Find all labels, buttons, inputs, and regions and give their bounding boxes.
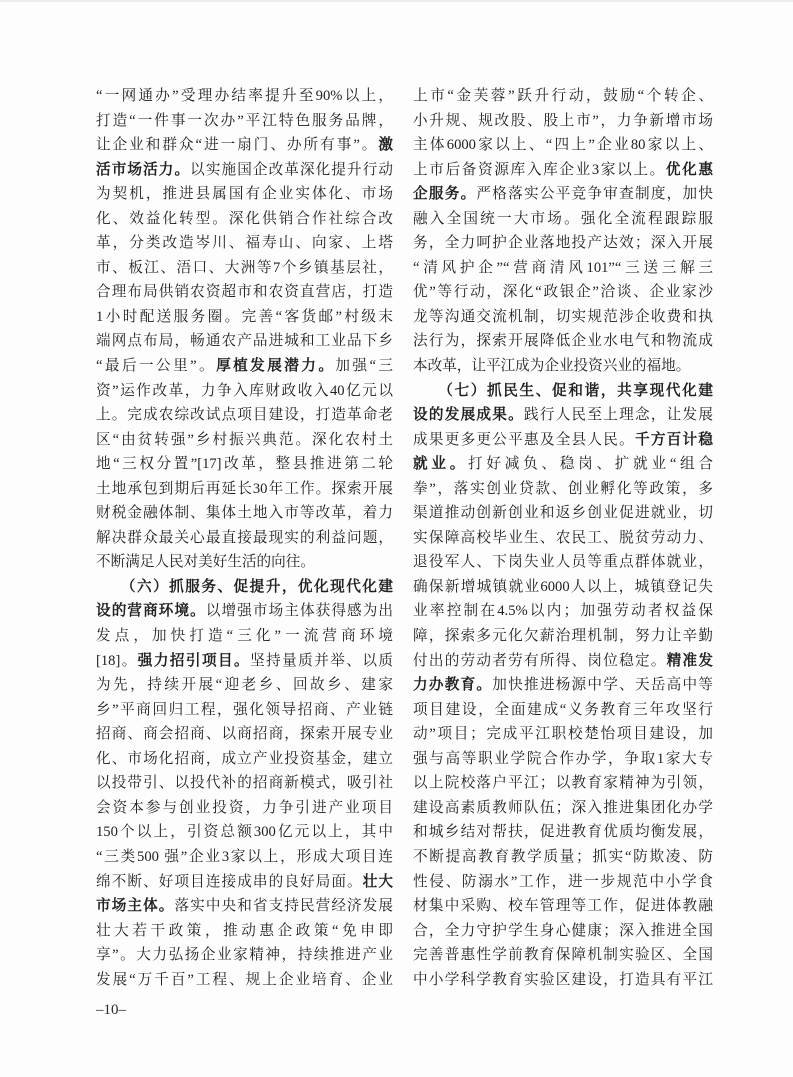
text-run: 成果更多更公平惠及全县人民。	[413, 431, 635, 448]
text-run: 让企业和群众“进一扇门、办所有事”。	[96, 137, 379, 154]
bold-run: 力办教育。	[413, 677, 493, 694]
text-run: 加快推进杨源中学、天岳高中等	[492, 677, 713, 694]
text-line	[413, 84, 713, 109]
text-line	[96, 207, 393, 232]
text-run: 为先，持续开展“迎老乡、回故乡、建家	[96, 677, 393, 694]
text-line	[96, 894, 393, 919]
text-run: 化、市场化招商，成立产业投资基金，建立	[96, 750, 393, 767]
text-line	[413, 256, 713, 281]
text-run: “最后一公里”。	[96, 358, 217, 375]
text-run: 发展“万千百”工程、规上企业培育、企业	[96, 971, 393, 988]
text-line	[413, 771, 713, 796]
text-line	[96, 403, 393, 428]
text-line	[413, 968, 713, 993]
text-run: 业率控制在4.5%以内；加强劳动者权益保	[413, 603, 713, 620]
text-line	[413, 599, 713, 624]
text-line	[413, 820, 713, 845]
text-line	[413, 231, 713, 256]
text-line	[413, 575, 713, 600]
text-line	[96, 575, 393, 600]
text-line	[96, 526, 393, 551]
text-line	[413, 919, 713, 944]
text-line	[413, 207, 713, 232]
text-line	[96, 256, 393, 281]
text-run: 建设高素质教师队伍；深入推进集团化办学	[413, 799, 713, 816]
text-run: 壮大若干政策，推动惠企政策“免申即	[96, 922, 393, 939]
text-run: 为契机，推进县属国有企业实体化、市场	[96, 186, 393, 203]
bold-run: 活市场活力。	[96, 161, 191, 178]
text-line	[413, 403, 713, 428]
text-line	[413, 305, 713, 330]
text-line	[413, 133, 713, 158]
text-run: 打好减负、稳岗、扩就业“组合	[468, 456, 713, 473]
bold-run: （七）抓民生、促和谐，共享现代化建	[413, 382, 713, 399]
text-line	[96, 550, 393, 575]
text-line	[96, 329, 393, 354]
text-line	[96, 747, 393, 772]
text-column-left	[96, 84, 393, 992]
text-line	[413, 624, 713, 649]
text-line	[413, 428, 713, 453]
text-run: 动”项目；完成平江职校楚怡项目建设，加	[413, 726, 713, 743]
text-run: 材集中采购、校车管理等工作，促进体教融	[413, 898, 713, 915]
text-run: “一网通办”受理办结率提升至90%以上，	[96, 88, 393, 104]
text-run: “清风护企”“营商清风101”“三送三解三	[413, 259, 713, 276]
text-line	[96, 673, 393, 698]
text-run: 龙等沟通交流机制，切实规范涉企收费和执	[413, 308, 713, 325]
text-run: 和城乡结对帮扶，促进教育优质均衡发展，	[413, 824, 713, 841]
text-run: 以实施国企改革深化提升行动	[190, 161, 393, 178]
text-run: 化、效益化转型。深化供销合作社综合改	[96, 210, 393, 227]
text-run: 地“三权分置”[17]改革，整县推进第二轮	[96, 456, 393, 473]
text-run: 以上院校落户平江；以教育家精神为引领，	[413, 775, 713, 792]
text-line	[96, 796, 393, 821]
text-line	[96, 84, 393, 109]
text-line	[413, 673, 713, 698]
text-run: 合理布局供销农资超市和农资直营店，打造	[96, 284, 393, 301]
text-run: 市、板江、浯口、大洲等7个乡镇基层社，	[96, 259, 393, 276]
text-run: 践行人民至上理念，让发展	[523, 407, 713, 424]
text-run: 优”等行动，深化“政银企”洽谈、企业家沙	[413, 284, 713, 301]
bold-run: 市场主体。	[96, 898, 175, 915]
text-run: 1小时配送服务圈。完善“客货邮”村级末	[96, 308, 393, 325]
text-line	[96, 845, 393, 870]
text-line	[96, 158, 393, 183]
text-run: 障，探索多元化欠薪治理机制，努力让辛勤	[413, 628, 713, 645]
text-run: 打造“一件事一次办”平江特色服务品牌，	[96, 112, 393, 129]
text-run: 退役军人、下岗失业人员等重点群体就业，	[413, 554, 713, 571]
text-run: 严格落实公平竞争审查制度，加快	[476, 186, 713, 203]
text-run: 中小学科学教育实验区建设，打造具有平江	[413, 971, 713, 988]
text-run: 会资本参与创业投资，力争引进产业项目	[96, 799, 393, 816]
text-line	[96, 722, 393, 747]
text-run: 区“由贫转强”乡村振兴典范。深化农村土	[96, 431, 393, 448]
text-run: 拳”，落实创业贷款、创业孵化等政策，多	[413, 480, 713, 497]
text-run: 财税金融体制、集体土地入市等改革，着力	[96, 505, 393, 522]
text-run: 享”。大力弘扬企业家精神，持续推进产业	[96, 947, 393, 964]
text-run: 上。完成农综改试点项目建设，打造革命老	[96, 407, 393, 424]
text-run: 项目建设，全面建成“义务教育三年攻坚行	[413, 701, 713, 718]
text-run: 发点，加快打造“三化”一流营商环境	[96, 628, 393, 645]
text-run: 招商、商会招商、以商招商，探索开展专业	[96, 726, 393, 743]
text-run: 落实中央和省支持民营经济发展	[174, 898, 393, 915]
text-line	[96, 428, 393, 453]
text-line	[96, 870, 393, 895]
bold-run: （六）抓服务、促提升，优化现代化建	[96, 578, 393, 595]
text-line	[413, 943, 713, 968]
text-run: 坚持量质并举、以质	[250, 652, 393, 669]
text-run: 完善普惠性学前教育保障机制实验区、全国	[413, 947, 713, 964]
text-line	[96, 452, 393, 477]
text-line	[96, 649, 393, 674]
bold-run: 设的营商环境。	[96, 603, 206, 620]
text-line	[413, 379, 713, 404]
bold-run: 千方百计稳	[634, 431, 713, 448]
text-run: 法行为，探索开展降低企业水电气和物流成	[413, 333, 713, 350]
text-line	[96, 624, 393, 649]
text-line	[96, 305, 393, 330]
text-line	[413, 649, 713, 674]
text-run: 以增强市场主体获得感为出	[205, 603, 393, 620]
text-line	[413, 477, 713, 502]
text-line	[413, 698, 713, 723]
text-line	[413, 109, 713, 134]
text-run: 融入全国统一大市场。强化全流程跟踪服	[413, 210, 713, 227]
text-line	[413, 845, 713, 870]
text-run: 上市“金芙蓉”跃升行动，鼓励“个转企、	[413, 88, 713, 104]
text-line	[96, 599, 393, 624]
text-line	[96, 182, 393, 207]
text-run: 实保障高校毕业生、农民工、脱贫劳动力、	[413, 529, 713, 546]
text-line	[96, 477, 393, 502]
text-run: 革，分类改造岑川、福寿山、向家、上塔	[96, 235, 393, 252]
text-line	[413, 501, 713, 526]
text-run: 小升规、规改股、股上市”，力争新增市场	[413, 112, 713, 129]
text-line	[413, 182, 713, 207]
text-run: 上市后备资源库入库企业3家以上。	[413, 161, 666, 178]
bold-run: 优化惠	[665, 161, 713, 178]
text-line	[413, 894, 713, 919]
text-run: 不断提高教育教学质量；抓实“防欺凌、防	[413, 848, 713, 865]
text-line	[413, 550, 713, 575]
text-line	[96, 698, 393, 723]
text-line	[96, 280, 393, 305]
text-run: [18]。	[96, 652, 138, 669]
text-run: “三类500 强”企业3家以上，形成大项目连	[96, 848, 393, 865]
text-line	[413, 158, 713, 183]
bold-run: 精准发	[666, 652, 713, 669]
bold-run: 企服务。	[413, 186, 477, 203]
page-number: –10–	[96, 1002, 126, 1018]
text-line	[413, 329, 713, 354]
bold-run: 强力招引项目。	[137, 652, 251, 669]
bold-run: 厚植发展潜力。	[216, 358, 336, 375]
bold-run: 设的发展成果。	[413, 407, 524, 424]
text-line	[96, 379, 393, 404]
text-run: 确保新增城镇就业6000人以上，城镇登记失	[413, 578, 713, 595]
text-run: 加强“三	[335, 358, 393, 375]
text-line	[413, 747, 713, 772]
text-line	[96, 109, 393, 134]
text-column-right	[413, 84, 713, 992]
bold-run: 壮大	[362, 873, 393, 890]
text-run: 主体6000家以上、“四上”企业80家以上、	[413, 137, 713, 154]
text-run: 性侵、防溺水”工作，进一步规范中小学食	[413, 873, 713, 890]
text-run: 强与高等职业学院合作办学，争取1家大专	[413, 750, 713, 767]
text-run: 解决群众最关心最直接最现实的利益问题，	[96, 529, 393, 546]
text-run: 合，全力守护学生身心健康；深入推进全国	[413, 922, 713, 939]
text-run: 务，全力呵护企业落地投产达效；深入开展	[413, 235, 713, 252]
text-line	[413, 280, 713, 305]
text-line	[413, 870, 713, 895]
text-run: 渠道推动创新创业和返乡创业促进就业，切	[413, 505, 713, 522]
text-line	[96, 968, 393, 993]
bold-run: 激	[378, 137, 393, 154]
text-line	[413, 796, 713, 821]
text-run: 端网点布局，畅通农产品进城和工业品下乡	[96, 333, 393, 350]
text-line	[96, 133, 393, 158]
text-run: 土地承包到期后再延长30年工作。探索开展	[96, 480, 393, 497]
text-run: 以投带引、以投代补的招商新模式，吸引社	[96, 775, 393, 792]
text-line	[96, 501, 393, 526]
text-run: 乡”平商回归工程，强化领导招商、产业链	[96, 701, 393, 718]
text-line	[96, 919, 393, 944]
text-line	[96, 943, 393, 968]
text-line	[413, 354, 713, 379]
text-line	[413, 452, 713, 477]
text-run: 150个以上，引资总额300亿元以上，其中	[96, 824, 393, 841]
text-line	[96, 820, 393, 845]
bold-run: 就业。	[413, 456, 469, 473]
text-line	[96, 354, 393, 379]
text-run: 不断满足人民对美好生活的向往。	[96, 554, 315, 571]
scan-edge-artifact	[0, 0, 793, 2]
text-line	[413, 526, 713, 551]
text-line	[96, 231, 393, 256]
text-line	[413, 722, 713, 747]
text-run: 资”运作改革，力争入库财政收入40亿元以	[96, 382, 393, 399]
text-run: 付出的劳动者劳有所得、岗位稳定。	[413, 652, 667, 669]
text-line	[96, 771, 393, 796]
text-run: 本改革，让平江成为企业投资兴业的福地。	[413, 358, 691, 375]
text-run: 绵不断、好项目连接成串的良好局面。	[96, 873, 363, 890]
